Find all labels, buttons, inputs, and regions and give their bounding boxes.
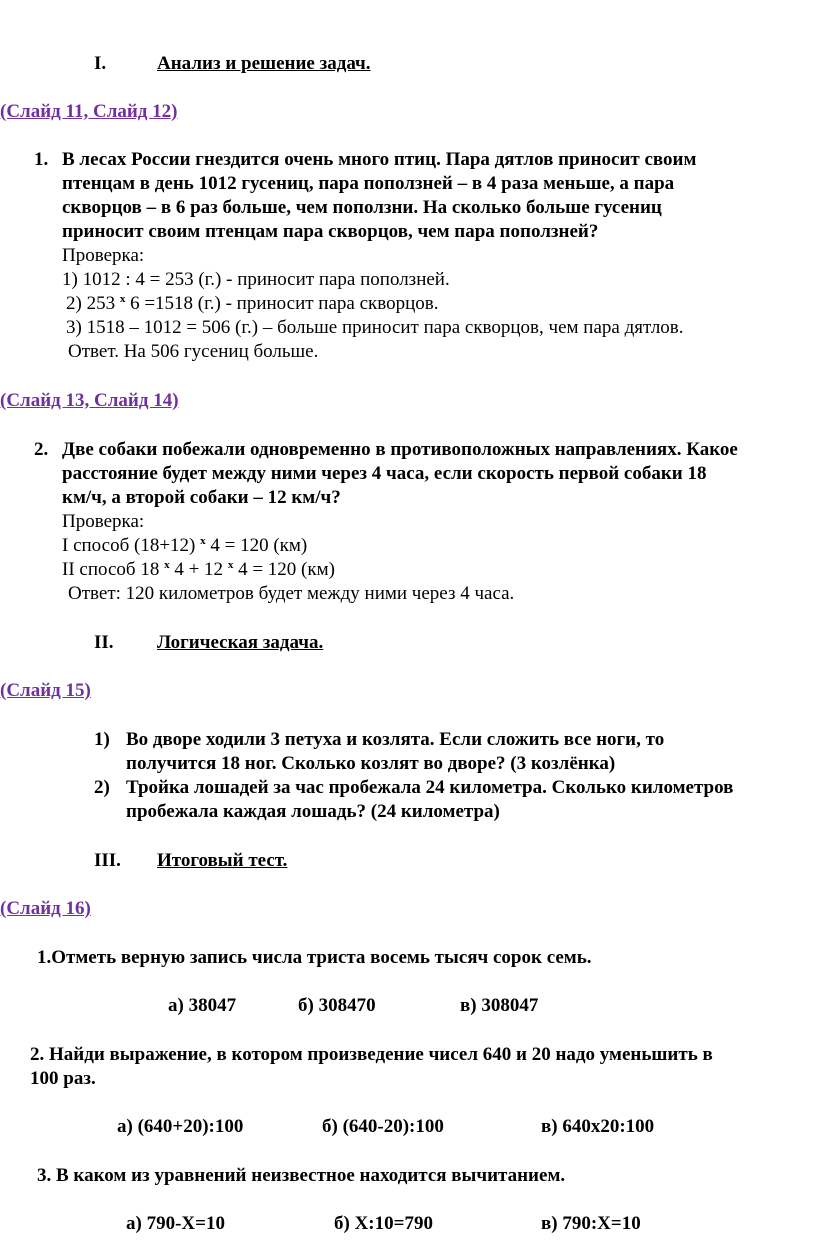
task-2-check-label: Проверка: — [62, 511, 145, 532]
task-2-line: расстояние будет между ними через 4 часа, если скорость первой собаки 18 — [62, 463, 707, 484]
task-1-line: В лесах России гнездится очень много птиц. Пара дятлов приносит своим — [62, 149, 697, 170]
test-question-3: 3. В каком из уравнений неизвестное находится вычитанием. — [37, 1165, 566, 1186]
section-3-number: III. — [94, 850, 121, 871]
task-1-line: скворцов – в 6 раз больше, чем поползни. На сколько больше гусениц — [62, 197, 662, 218]
slide-link-11-12[interactable]: (Слайд 11, Слайд 12) — [0, 101, 178, 122]
task-1-line: птенцам в день 1012 гусениц, пара поползней – в 4 раза меньше, а пара — [62, 173, 675, 194]
test-q2-option-a[interactable]: а) (640+20):100 — [117, 1116, 244, 1137]
test-q1-option-c[interactable]: в) 308047 — [460, 995, 539, 1016]
slide-link-16[interactable]: (Слайд 16) — [0, 898, 91, 919]
task-1-number: 1. — [34, 149, 49, 170]
test-q1-option-a[interactable]: а) 38047 — [168, 995, 237, 1016]
test-q3-option-c[interactable]: в) 790:Х=10 — [541, 1213, 641, 1234]
logic-2-line: Тройка лошадей за час пробежала 24 километра. Сколько километров — [126, 777, 734, 798]
task-2-method-1: I способ (18+12) $^x$ 4 = 120 (км) — [62, 535, 308, 556]
test-question-2: 100 раз. — [30, 1068, 96, 1089]
task-1-step-1: 1) 1012 : 4 = 253 (г.) - приносит пара поползней. — [62, 269, 450, 290]
task-2-method-2: II способ 18 $^x$ 4 + 12 $^x$ 4 = 120 (км) — [62, 559, 335, 580]
task-2-number: 2. — [34, 439, 49, 460]
test-q2-option-c[interactable]: в) 640х20:100 — [541, 1116, 655, 1137]
section-1-number: I. — [94, 53, 107, 74]
logic-1-number: 1) — [94, 729, 110, 750]
task-1-line: приносит своим птенцам пара скворцов, чем пара поползней? — [62, 221, 599, 242]
test-question-2: 2. Найди выражение, в котором произведение чисел 640 и 20 надо уменьшить в — [30, 1044, 713, 1065]
section-3-title: Итоговый тест. — [157, 850, 288, 871]
section-1-title: Анализ и решение задач. — [157, 53, 371, 74]
task-1-step-2: 2) 253 $^x$ 6 =1518 (г.) - приносит пара скворцов. — [66, 293, 439, 314]
task-2-answer: Ответ: 120 километров будет между ними через 4 часа. — [68, 583, 515, 604]
logic-2-number: 2) — [94, 777, 110, 798]
task-2-line: Две собаки побежали одновременно в противоположных направлениях. Какое — [62, 439, 738, 460]
logic-1-line: получится 18 ног. Сколько козлят во дворе? (3 козлёнка) — [126, 753, 616, 774]
slide-link-13-14[interactable]: (Слайд 13, Слайд 14) — [0, 390, 179, 411]
section-2-number: II. — [94, 632, 114, 653]
task-1-check-label: Проверка: — [62, 245, 145, 266]
task-1-step-3: 3) 1518 – 1012 = 506 (г.) – больше приносит пара скворцов, чем пара дятлов. — [66, 317, 684, 338]
task-2-line: км/ч, а второй собаки – 12 км/ч? — [62, 487, 341, 508]
logic-2-line: пробежала каждая лошадь? (24 километра) — [126, 801, 500, 822]
slide-link-15[interactable]: (Слайд 15) — [0, 680, 91, 701]
test-q3-option-a[interactable]: а) 790-Х=10 — [126, 1213, 225, 1234]
test-q3-option-b[interactable]: б) Х:10=790 — [334, 1213, 433, 1234]
test-q2-option-b[interactable]: б) (640-20):100 — [322, 1116, 444, 1137]
test-question-1: 1.Отметь верную запись числа триста восемь тысяч сорок семь. — [37, 947, 592, 968]
section-2-title: Логическая задача. — [157, 632, 324, 653]
logic-1-line: Во дворе ходили 3 петуха и козлята. Если сложить все ноги, то — [126, 729, 665, 750]
test-q1-option-b[interactable]: б) 308470 — [298, 995, 376, 1016]
task-1-answer: Ответ. На 506 гусениц больше. — [68, 341, 319, 362]
